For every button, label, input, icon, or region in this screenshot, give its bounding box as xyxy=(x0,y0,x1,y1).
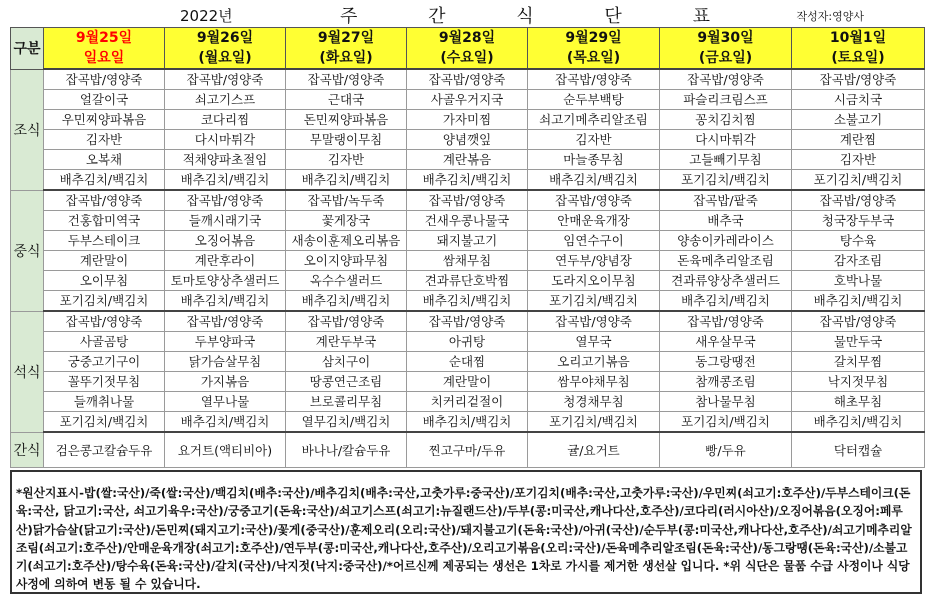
menu-item: 안매운육개장 xyxy=(528,211,660,231)
menu-item: 배추김치/백김치 xyxy=(286,170,407,191)
menu-item: 두부양파국 xyxy=(165,332,286,352)
menu-item: 무말랭이무침 xyxy=(286,130,407,150)
menu-item: 잡곡밥/영양죽 xyxy=(792,69,925,90)
snack-item: 바나나/칼슘두유 xyxy=(286,432,407,468)
snack-item: 닥터캡슐 xyxy=(792,432,925,468)
menu-item: 근대국 xyxy=(286,90,407,110)
menu-item: 쇠고기스프 xyxy=(165,90,286,110)
menu-item: 궁중고기구이 xyxy=(44,352,165,372)
header-row xyxy=(11,28,925,70)
menu-item: 배추김치/백김치 xyxy=(44,170,165,191)
menu-item: 잡곡밥/영양죽 xyxy=(792,190,925,211)
menu-item: 마늘종무침 xyxy=(528,150,660,170)
menu-item: 김자반 xyxy=(44,130,165,150)
menu-item: 잡곡밥/영양죽 xyxy=(407,190,528,211)
snack-item: 귤/요거트 xyxy=(528,432,660,468)
menu-item: 잡곡밥/녹두죽 xyxy=(286,190,407,211)
menu-item: 들깨취나물 xyxy=(44,392,165,412)
day-header: 9월25일 일요일 xyxy=(44,28,165,70)
day-header: 9월28일 (수요일) xyxy=(407,28,528,70)
menu-item: 배추김치/백김치 xyxy=(528,170,660,191)
table-row xyxy=(11,110,925,130)
menu-item: 새우살무국 xyxy=(660,332,792,352)
menu-item: 잡곡밥/팥죽 xyxy=(660,190,792,211)
menu-item: 배추김치/백김치 xyxy=(286,291,407,312)
menu-item: 쇠고기메추리알조림 xyxy=(528,110,660,130)
menu-item: 견과류단호박찜 xyxy=(407,271,528,291)
category-header: 구분 xyxy=(11,28,44,70)
menu-item: 열무나물 xyxy=(165,392,286,412)
day-header: 9월30일 (금요일) xyxy=(660,28,792,70)
menu-item: 참나물무침 xyxy=(660,392,792,412)
snack-label: 간식 xyxy=(11,432,44,468)
menu-item: 배추김치/백김치 xyxy=(407,170,528,191)
title-year: 2022년 xyxy=(180,7,233,25)
menu-item: 오이지양파무침 xyxy=(286,251,407,271)
menu-item: 감자조림 xyxy=(792,251,925,271)
menu-item: 우민찌양파볶음 xyxy=(44,110,165,130)
menu-item: 포기김치/백김치 xyxy=(660,412,792,433)
day-header: 9월27일 (화요일) xyxy=(286,28,407,70)
menu-item: 잡곡밥/영양죽 xyxy=(660,69,792,90)
snack-item: 빵/두유 xyxy=(660,432,792,468)
table-row xyxy=(11,251,925,271)
menu-item: 배추김치/백김치 xyxy=(165,412,286,433)
menu-item: 청국장두부국 xyxy=(792,211,925,231)
menu-item: 계란볶음 xyxy=(407,150,528,170)
menu-item: 얼갈이국 xyxy=(44,90,165,110)
menu-item: 잡곡밥/영양죽 xyxy=(660,311,792,332)
menu-item: 옥수수샐러드 xyxy=(286,271,407,291)
day-header: 10월1일 (토요일) xyxy=(792,28,925,70)
menu-item: 잡곡밥/영양죽 xyxy=(44,69,165,90)
menu-item: 배추국 xyxy=(660,211,792,231)
menu-item: 참깨콩조림 xyxy=(660,372,792,392)
menu-item: 배추김치/백김치 xyxy=(165,170,286,191)
menu-item: 견과류양상추샐러드 xyxy=(660,271,792,291)
table-row xyxy=(11,150,925,170)
menu-item: 들깨시래기국 xyxy=(165,211,286,231)
snack-row xyxy=(11,432,925,468)
table-row xyxy=(11,211,925,231)
menu-item: 김자반 xyxy=(528,130,660,150)
table-row xyxy=(11,190,925,211)
menu-item: 삼치구이 xyxy=(286,352,407,372)
menu-item: 오이무침 xyxy=(44,271,165,291)
menu-item: 잡곡밥/영양죽 xyxy=(286,69,407,90)
menu-item: 갈치무찜 xyxy=(792,352,925,372)
menu-item: 포기김치/백김치 xyxy=(660,170,792,191)
menu-item: 소불고기 xyxy=(792,110,925,130)
menu-item: 시금치국 xyxy=(792,90,925,110)
menu-item: 김자반 xyxy=(286,150,407,170)
title-char: 간 xyxy=(428,6,446,27)
snack-item: 찐고구마/두유 xyxy=(407,432,528,468)
menu-item: 계란후라이 xyxy=(165,251,286,271)
table-row xyxy=(11,352,925,372)
menu-item: 꼴뚜기젓무침 xyxy=(44,372,165,392)
menu-item: 호박나물 xyxy=(792,271,925,291)
table-row xyxy=(11,271,925,291)
table-row xyxy=(11,291,925,312)
menu-item: 순두부백탕 xyxy=(528,90,660,110)
table-row xyxy=(11,130,925,150)
menu-item: 돈민찌양파볶음 xyxy=(286,110,407,130)
menu-item: 적채양파초절임 xyxy=(165,150,286,170)
menu-item: 포기김치/백김치 xyxy=(44,412,165,433)
menu-item: 잡곡밥/영양죽 xyxy=(407,69,528,90)
menu-item: 브로콜리무침 xyxy=(286,392,407,412)
menu-item: 아귀탕 xyxy=(407,332,528,352)
table-row xyxy=(11,90,925,110)
menu-item: 잡곡밥/영양죽 xyxy=(44,311,165,332)
snack-item: 검은콩고칼슘두유 xyxy=(44,432,165,468)
table-row xyxy=(11,332,925,352)
menu-item: 물만두국 xyxy=(792,332,925,352)
meal-label: 조식 xyxy=(11,69,44,190)
menu-item: 도라지오이무침 xyxy=(528,271,660,291)
page-title xyxy=(340,2,710,28)
menu-item: 양송이카레라이스 xyxy=(660,231,792,251)
title-char: 주 xyxy=(340,6,358,27)
table-row xyxy=(11,412,925,433)
meal-label: 석식 xyxy=(11,311,44,432)
menu-item: 잡곡밥/영양죽 xyxy=(528,311,660,332)
title-char: 표 xyxy=(692,6,710,27)
menu-item: 계란말이 xyxy=(44,251,165,271)
menu-item: 순대찜 xyxy=(407,352,528,372)
menu-item: 잡곡밥/영양죽 xyxy=(165,69,286,90)
title-char: 식 xyxy=(516,6,534,27)
menu-item: 잡곡밥/영양죽 xyxy=(528,190,660,211)
menu-item: 포기김치/백김치 xyxy=(528,412,660,433)
menu-item: 연두부/양념장 xyxy=(528,251,660,271)
menu-item: 낙지젓무침 xyxy=(792,372,925,392)
menu-item: 사골우거지국 xyxy=(407,90,528,110)
menu-item: 잡곡밥/영양죽 xyxy=(44,190,165,211)
menu-item: 오징어볶음 xyxy=(165,231,286,251)
menu-item: 배추김치/백김치 xyxy=(407,291,528,312)
menu-item: 배추김치/백김치 xyxy=(792,291,925,312)
table-row xyxy=(11,372,925,392)
menu-item: 닭가슴살무침 xyxy=(165,352,286,372)
menu-item: 가지볶음 xyxy=(165,372,286,392)
meal-label: 중식 xyxy=(11,190,44,311)
menu-item: 돈육메추리알조림 xyxy=(660,251,792,271)
menu-item: 잡곡밥/영양죽 xyxy=(792,311,925,332)
day-header: 9월26일 (월요일) xyxy=(165,28,286,70)
menu-item: 쌈채무침 xyxy=(407,251,528,271)
title-char: 단 xyxy=(604,6,622,27)
menu-item: 임연수구이 xyxy=(528,231,660,251)
day-header: 9월29일 (목요일) xyxy=(528,28,660,70)
menu-item: 잡곡밥/영양죽 xyxy=(165,311,286,332)
menu-item: 돼지불고기 xyxy=(407,231,528,251)
menu-item: 김자반 xyxy=(792,150,925,170)
menu-item: 고들빼기무침 xyxy=(660,150,792,170)
menu-item: 배추김치/백김치 xyxy=(165,291,286,312)
menu-item: 해초무침 xyxy=(792,392,925,412)
menu-item: 계란두부국 xyxy=(286,332,407,352)
menu-item: 포기김치/백김치 xyxy=(792,170,925,191)
menu-item: 탕수육 xyxy=(792,231,925,251)
menu-item: 땅콩연근조림 xyxy=(286,372,407,392)
menu-item: 다시마튀각 xyxy=(660,130,792,150)
menu-item: 열무국 xyxy=(528,332,660,352)
menu-item: 두부스테이크 xyxy=(44,231,165,251)
menu-item: 잡곡밥/영양죽 xyxy=(165,190,286,211)
table-row xyxy=(11,392,925,412)
menu-item: 오리고기볶음 xyxy=(528,352,660,372)
menu-item: 배추김치/백김치 xyxy=(660,291,792,312)
menu-item: 잡곡밥/영양죽 xyxy=(286,311,407,332)
table-row xyxy=(11,311,925,332)
menu-item: 동그랑땡전 xyxy=(660,352,792,372)
menu-item: 오복채 xyxy=(44,150,165,170)
author-label: 작성자:영양사 xyxy=(796,10,864,23)
menu-item: 다시마튀각 xyxy=(165,130,286,150)
menu-item: 배추김치/백김치 xyxy=(792,412,925,433)
menu-item: 치커리겉절이 xyxy=(407,392,528,412)
menu-item: 배추김치/백김치 xyxy=(407,412,528,433)
menu-item: 파슬리크림스프 xyxy=(660,90,792,110)
menu-item: 가자미찜 xyxy=(407,110,528,130)
menu-item: 꽃게장국 xyxy=(286,211,407,231)
menu-item: 청경채무침 xyxy=(528,392,660,412)
menu-item: 양념깻잎 xyxy=(407,130,528,150)
menu-item: 건홍합미역국 xyxy=(44,211,165,231)
menu-item: 계란찜 xyxy=(792,130,925,150)
menu-item: 코다리찜 xyxy=(165,110,286,130)
menu-table xyxy=(10,27,925,468)
menu-item: 열무김치/백김치 xyxy=(286,412,407,433)
menu-item: 사골곰탕 xyxy=(44,332,165,352)
menu-item: 건새우콩나물국 xyxy=(407,211,528,231)
menu-item: 쌈무야채무침 xyxy=(528,372,660,392)
menu-item: 잡곡밥/영양죽 xyxy=(528,69,660,90)
menu-item: 계란말이 xyxy=(407,372,528,392)
menu-item: 포기김치/백김치 xyxy=(44,291,165,312)
origin-notes: *원산지표시-밥(쌀:국산)/죽(쌀:국산)/백김치(배추:국산)/배추김치(배추:국산,고춧가루:중국산)/포기김치(배추:국산,고춧가루:국산)/우민찌(쇠고기:호주산)/두부스테이크(돈육:국산, 닭고기:국산, 쇠고기육우:국산)/궁중고기(돈육:국산)/쇠고기스프(쇠고기:뉴질랜드산)/두부(콩:미국산,캐나다산,호주산)/코다리(러시아산)/오징어볶음(오징어:페루산)닭가슴살(닭고기:국산)/돈민찌(돼지고기:국산)/꽃게(중국산)/훈제오리(오리:국산)/돼지불고기(돈육:국산)/아귀(국산)/순두부(콩:미국산,캐나다산,호주산)/쇠고기메추리알조림(쇠고기:호주산)/안매운육개장(쇠고기:호주산)/연두부(콩:미국산,캐나다산,호주산)/오리고기볶음(오리:국산)/돈육메추리알조림(돈육:국산)/동그랑땡(돈육:국산)/소불고기(쇠고기:호주산)/탕수육(돈육:국산)/갈치(국산)/낙지젓(낙지:중국산)/*어르신께 제공되는 생선은 1차로 가시를 제거한 생선살 입니다. *위 식단은 물품 수급 사정이나 식당 사정에 의하여 변동 될 수 있습니다. xyxy=(10,470,922,594)
menu-item: 새송이훈제오리볶음 xyxy=(286,231,407,251)
menu-item: 꽁치김치찜 xyxy=(660,110,792,130)
menu-item: 토마토양상추샐러드 xyxy=(165,271,286,291)
table-row xyxy=(11,170,925,191)
menu-item: 잡곡밥/영양죽 xyxy=(407,311,528,332)
table-row xyxy=(11,231,925,251)
snack-item: 요거트(액티비아) xyxy=(165,432,286,468)
menu-item: 포기김치/백김치 xyxy=(528,291,660,312)
table-row xyxy=(11,69,925,90)
title-bar xyxy=(10,0,924,27)
